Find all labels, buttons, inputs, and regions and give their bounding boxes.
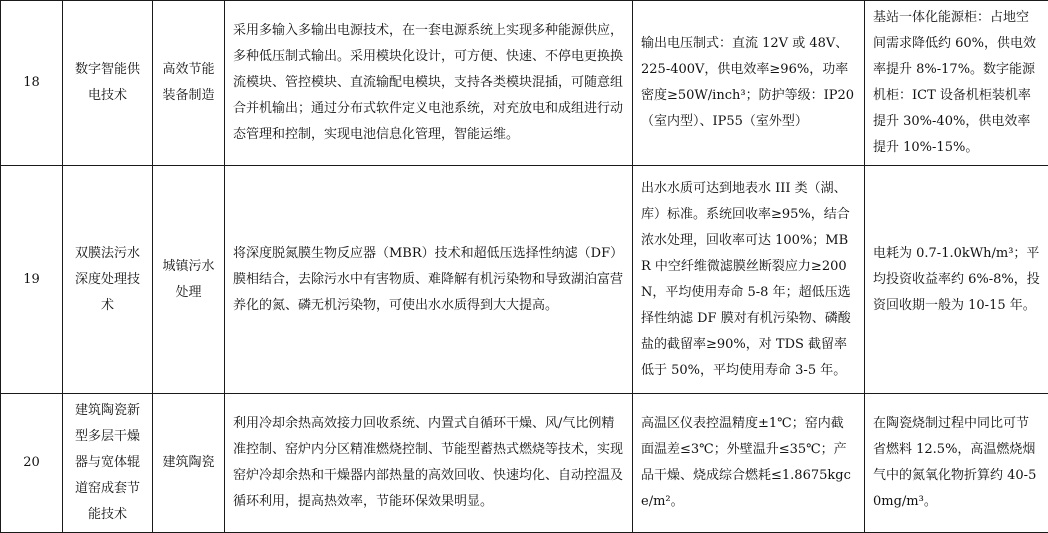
- table-row: [1, 394, 1048, 533]
- technology-description: 采用多输入多输出电源技术，在一套电源系统上实现多种能源供应，多种低压制式输出。采用模块化设计，可方便、快速、不停电更换换流模块、管控模块、直流输配电模块，支持各类模块混插，可随意组合并机输出；通过分布式软件定义电池系统，对充放电和成组进行动态管理和控制，实现电池信息化管理，智能运维。: [225, 1, 633, 166]
- technology-category: 城镇污水处理: [153, 166, 225, 394]
- table-row: [1, 166, 1048, 394]
- table-row: [1, 1, 1048, 166]
- technology-name: 双膜法污水深度处理技术: [63, 166, 153, 394]
- row-number: 20: [1, 394, 63, 533]
- technology-benefits: 在陶瓷烧制过程中同比可节省燃料 12.5%，高温燃烧烟气中的氮氧化物折算约 40-50mg/m³。: [865, 394, 1048, 533]
- technology-description: 利用冷却余热高效接力回收系统、内置式自循环干燥、风/气比例精准控制、窑炉内分区精准燃烧控制、节能型蓄热式燃烧等技术，实现窑炉冷却余热和干燥器内部热量的高效回收、快速均化、自动控温及循环利用，提高热效率，节能环保效果明显。: [225, 394, 633, 533]
- technology-name: 数字智能供电技术: [63, 1, 153, 166]
- technology-description: 将深度脱氮膜生物反应器（MBR）技术和超低压选择性纳滤（DF）膜相结合，去除污水中有害物质、难降解有机污染物和导致湖泊富营养化的氮、磷无机污染物，可使出水水质得到大大提高。: [225, 166, 633, 394]
- technology-parameters: 出水水质可达到地表水 III 类（湖、库）标准。系统回收率≥95%，结合浓水处理，回收率可达 100%；MBR 中空纤维微滤膜丝断裂应力≥200N，平均使用寿命 5-8 年；超低压选择性纳滤 DF 膜对有机污染物、磷酸盐的截留率≥90%，对 TDS 截留率低于 50%，平均使用寿命 3-5 年。: [633, 166, 865, 394]
- row-number: 19: [1, 166, 63, 394]
- technology-benefits: 基站一体化能源柜：占地空间需求降低约 60%，供电效率提升 8%-17%。数字能源机柜：ICT 设备机柜装机率提升 30%-40%，供电效率提升 10%-15%。: [865, 1, 1048, 166]
- row-number: 18: [1, 1, 63, 166]
- technology-name: 建筑陶瓷新型多层干燥器与宽体辊道窑成套节能技术: [63, 394, 153, 533]
- technology-category: 建筑陶瓷: [153, 394, 225, 533]
- technology-category: 高效节能装备制造: [153, 1, 225, 166]
- technology-benefits: 电耗为 0.7-1.0kWh/m³；平均投资收益率约 6%-8%，投资回收期一般为 10-15 年。: [865, 166, 1048, 394]
- technology-parameters: 高温区仪表控温精度±1℃；窑内截面温差≤3℃；外壁温升≤35℃；产品干燥、烧成综合燃耗≤1.8675kgce/m²。: [633, 394, 865, 533]
- technology-parameters: 输出电压制式：直流 12V 或 48V、225-400V，供电效率≥96%，功率密度≥50W/inch³；防护等级：IP20（室内型）、IP55（室外型）: [633, 1, 865, 166]
